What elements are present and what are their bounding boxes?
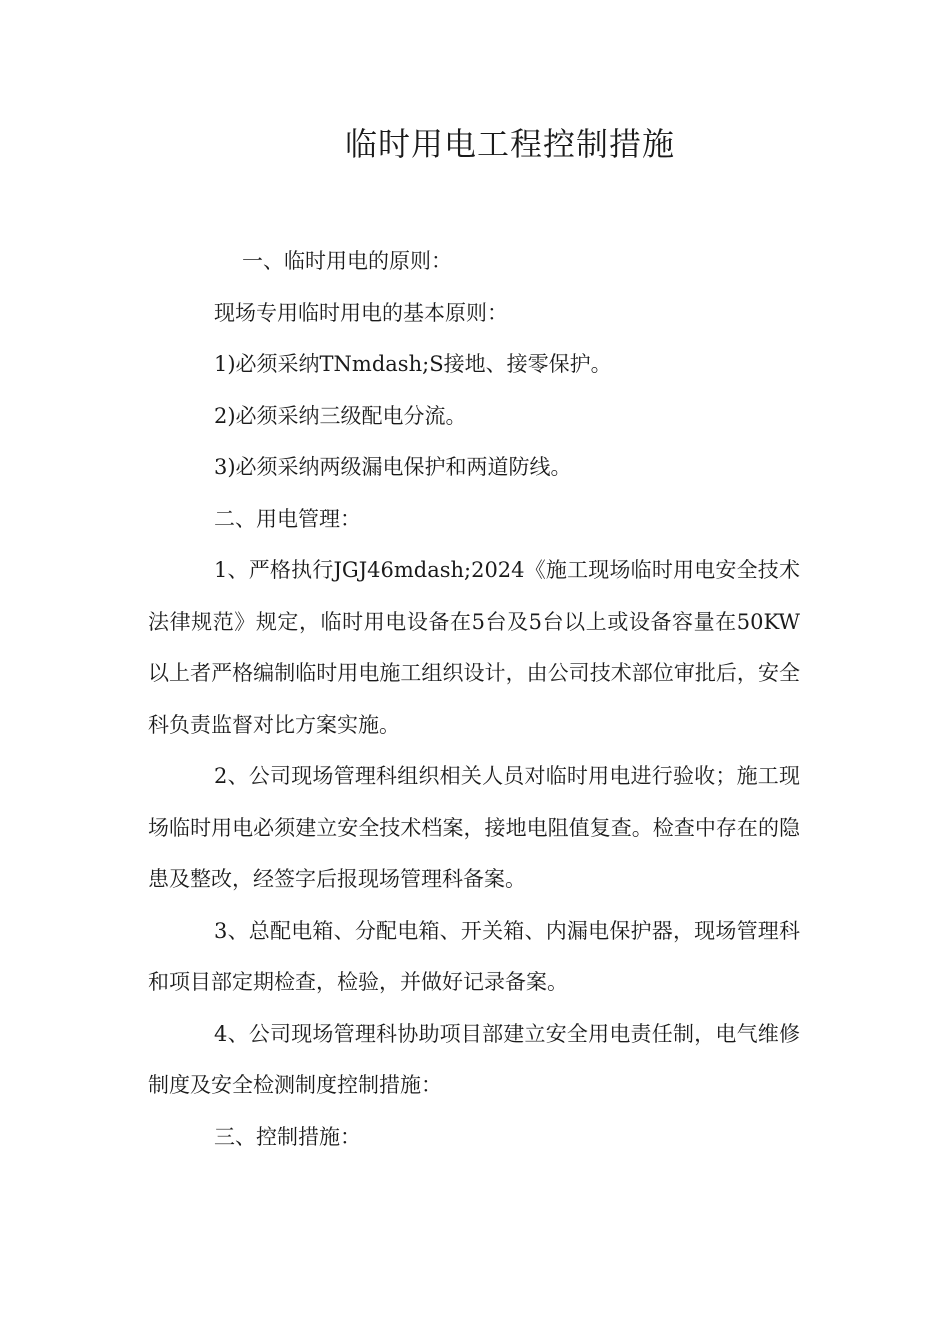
section-heading-principles: 一、临时用电的原则：	[242, 249, 452, 273]
paragraph-principle-1: 1)必须采纳TNmdash;S接地、接零保护。	[214, 352, 612, 376]
paragraph-management-4: 4、公司现场管理科协助项目部建立安全用电责任制，电气维修制度及安全检测制度控制措施：	[148, 1021, 800, 1097]
document-body	[148, 236, 800, 1163]
paragraph-management-2: 2、公司现场管理科组织相关人员对临时用电进行验收；施工现场临时用电必须建立安全技术档案，接地电阻值复查。检查中存在的隐患及整改，经签字后报现场管理科备案。	[148, 764, 800, 891]
paragraph-principle-2: 2)必须采纳三级配电分流。	[214, 403, 467, 428]
paragraph-principle-3: 3)必须采纳两级漏电保护和两道防线。	[214, 455, 572, 479]
paragraph-management-1: 1、严格执行JGJ46mdash;2024《施工现场临时用电安全技术法律规范》规定，临时用电设备在5台及5台以上或设备容量在50KW以上者严格编制临时用电施工组织设计，由公司技术部位审批后，安全科负责监督对比方案实施。	[148, 558, 800, 737]
paragraph-basic-principles: 现场专用临时用电的基本原则：	[214, 300, 508, 325]
section-heading-control-measures: 三、控制措施：	[214, 1124, 361, 1149]
section-heading-management: 二、用电管理：	[214, 506, 361, 531]
paragraph-management-3: 3、总配电箱、分配电箱、开关箱、内漏电保护器，现场管理科和项目部定期检查，检验，并做好记录备案。	[148, 918, 800, 994]
document-title: 临时用电工程控制措施	[344, 125, 675, 163]
